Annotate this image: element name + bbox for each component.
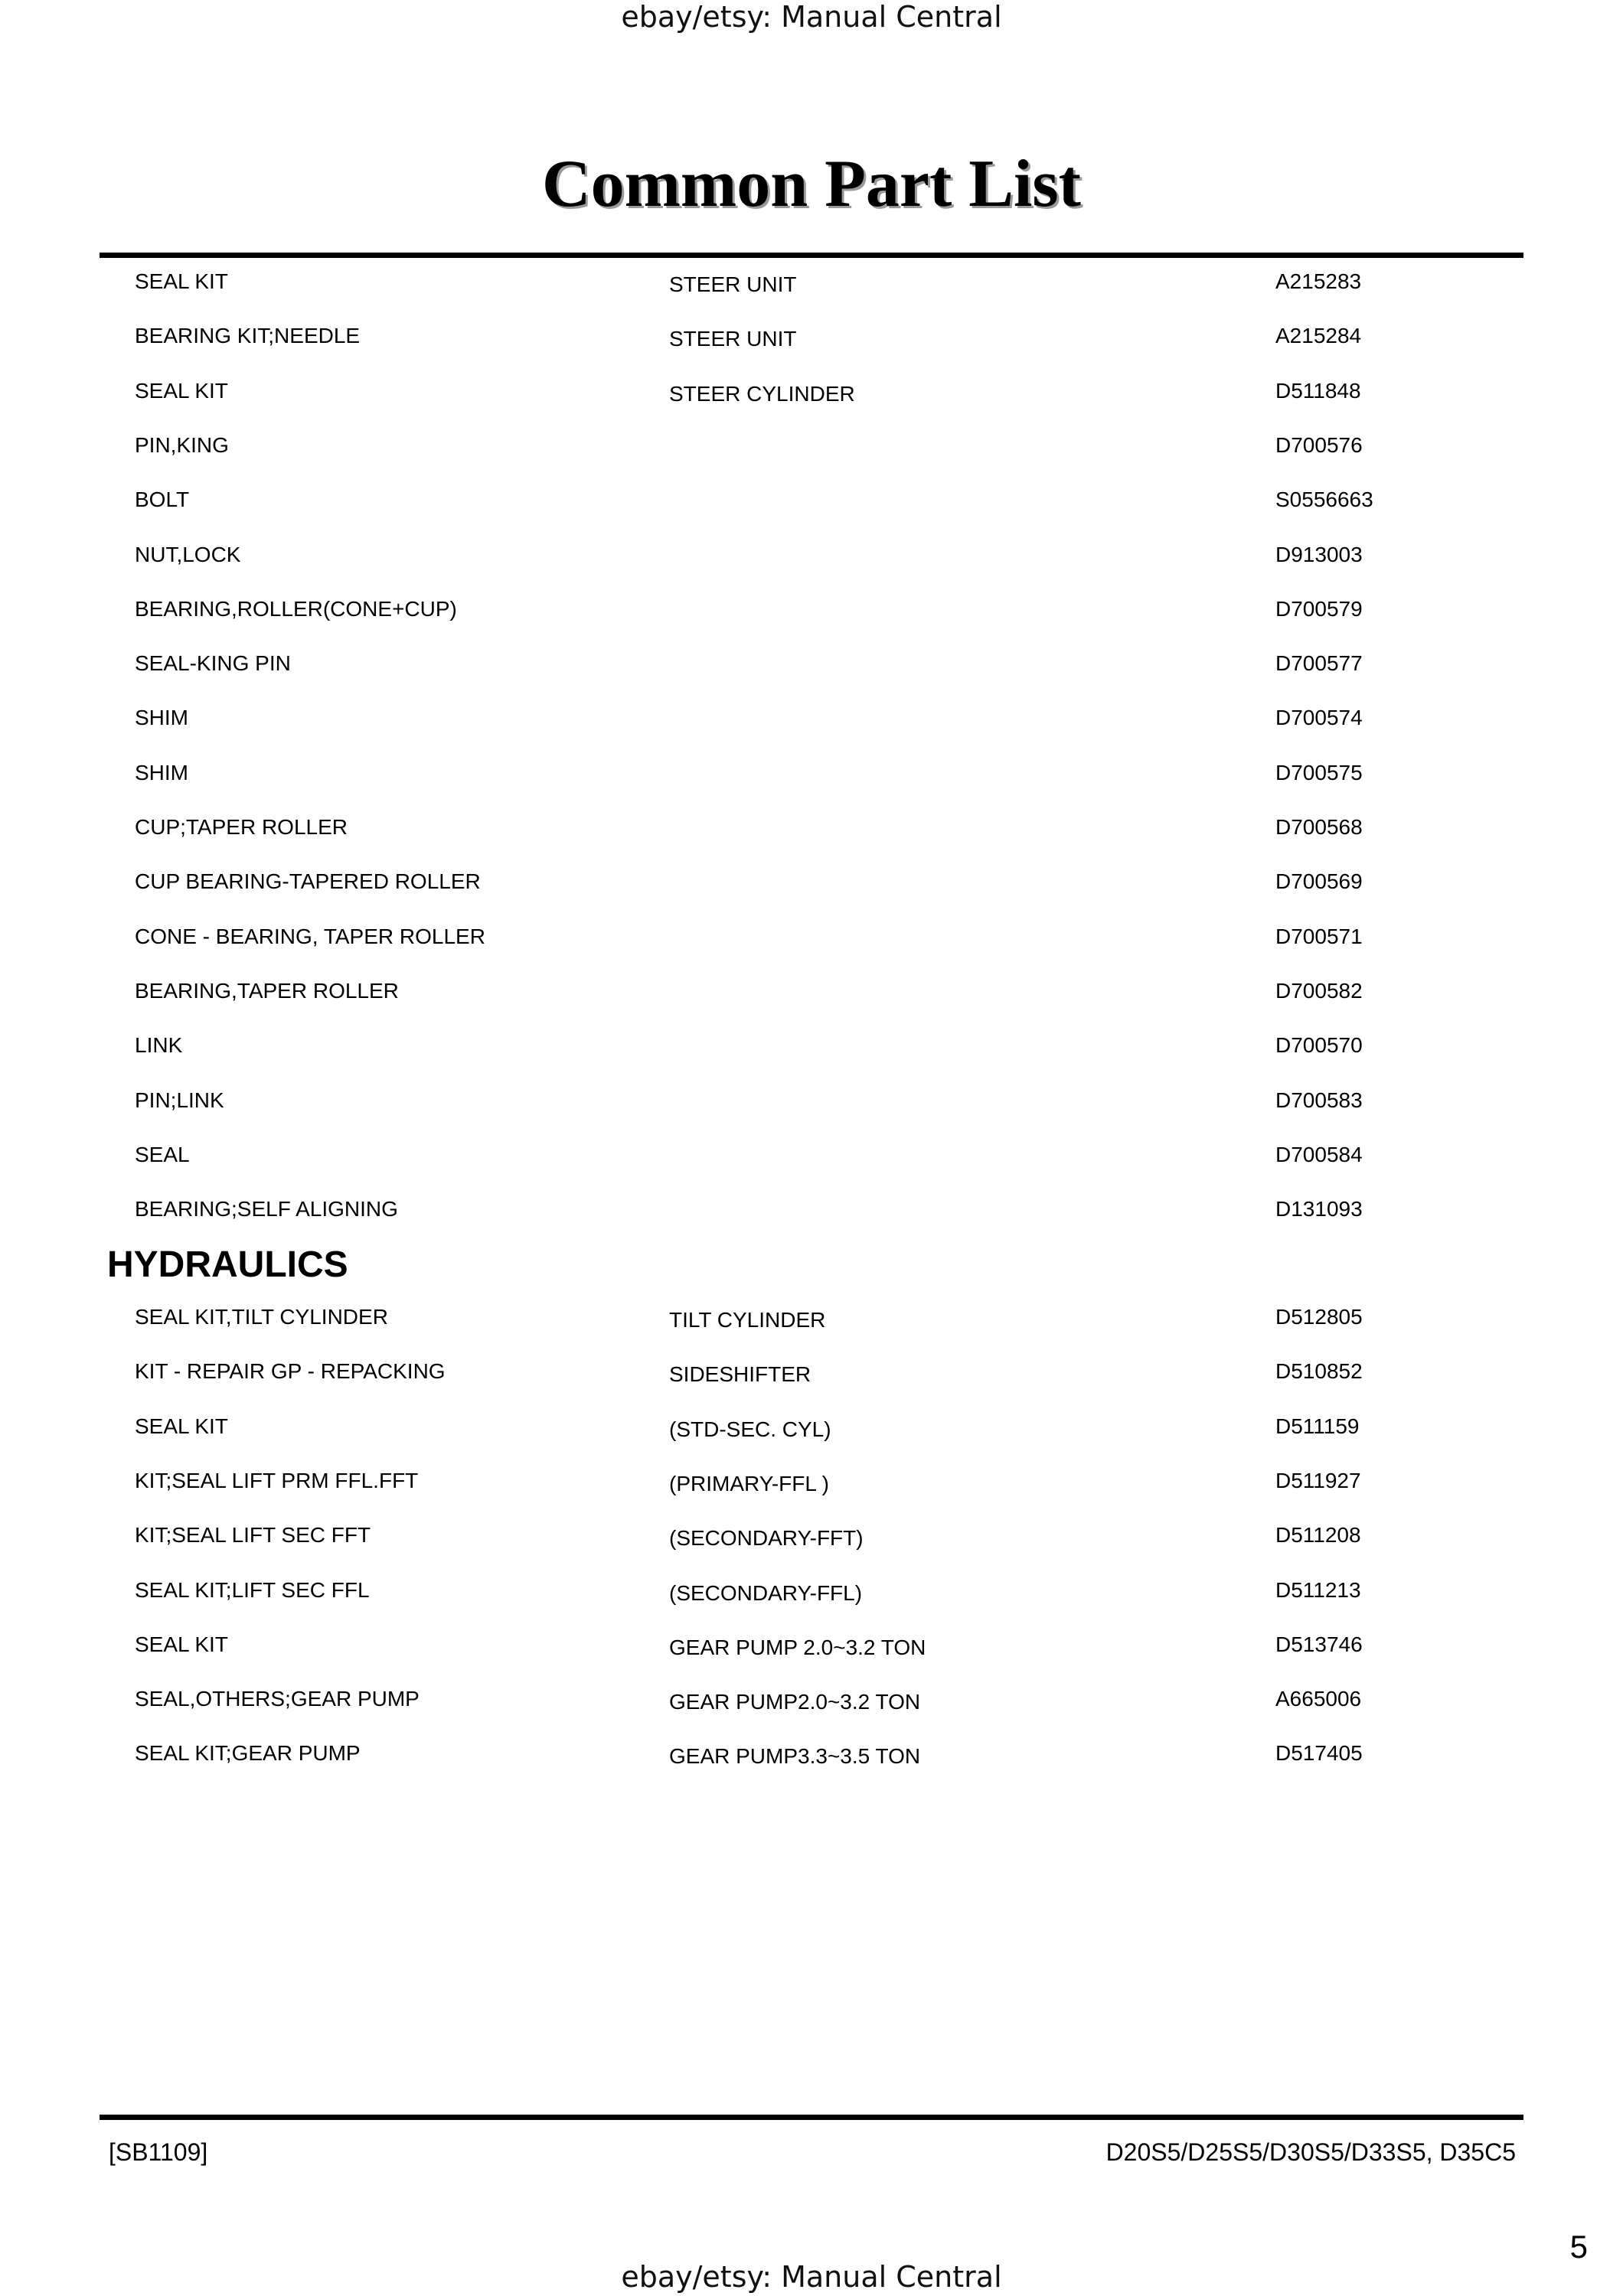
part-description: BEARING;SELF ALIGNING	[135, 1197, 398, 1221]
part-row	[0, 761, 1623, 807]
part-number: D700584	[1275, 1142, 1363, 1166]
model-list: D20S5/D25S5/D30S5/D33S5, D35C5	[1105, 2138, 1516, 2166]
part-model: STEER UNIT	[669, 272, 797, 296]
part-number: A215283	[1275, 269, 1362, 293]
part-number: D511848	[1275, 378, 1361, 403]
part-description: BEARING,TAPER ROLLER	[135, 978, 399, 1003]
page-title: Common Part List	[542, 147, 1081, 221]
part-row	[0, 1033, 1623, 1079]
part-row	[0, 1741, 1623, 1787]
part-description: PIN,KING	[135, 432, 229, 457]
part-number: D700582	[1275, 978, 1363, 1003]
part-description: CUP BEARING-TAPERED ROLLER	[135, 869, 481, 894]
part-number: D700570	[1275, 1033, 1363, 1058]
part-number: D700575	[1275, 760, 1363, 784]
part-description: SHIM	[135, 706, 188, 730]
part-description: KIT;SEAL LIFT SEC FFT	[135, 1523, 371, 1548]
part-number: D511927	[1275, 1468, 1361, 1492]
part-number: D700571	[1275, 924, 1363, 948]
part-number: D510852	[1275, 1359, 1363, 1384]
part-number: D700569	[1275, 869, 1363, 894]
part-row	[0, 869, 1623, 915]
part-row	[0, 1088, 1623, 1134]
part-row	[0, 925, 1623, 970]
part-model: SIDESHIFTER	[669, 1362, 812, 1387]
part-model: GEAR PUMP 2.0~3.2 TON	[669, 1635, 926, 1659]
part-number: A215284	[1275, 324, 1362, 348]
part-row	[0, 1197, 1623, 1243]
part-row	[0, 1414, 1623, 1460]
hydraulics-heading: HYDRAULICS	[107, 1244, 348, 1285]
part-number: D511159	[1275, 1414, 1360, 1438]
part-description: SEAL KIT,TILT CYLINDER	[135, 1305, 388, 1329]
part-number: D700577	[1275, 651, 1363, 676]
part-description: BEARING KIT;NEEDLE	[135, 324, 361, 348]
part-row	[0, 1469, 1623, 1515]
part-number: D512805	[1275, 1305, 1363, 1329]
part-number: D913003	[1275, 542, 1363, 566]
part-description: SEAL KIT	[135, 378, 228, 403]
part-model: STEER UNIT	[669, 327, 797, 351]
part-row	[0, 651, 1623, 697]
part-row	[0, 1523, 1623, 1569]
part-model: GEAR PUMP2.0~3.2 TON	[669, 1690, 921, 1714]
part-row	[0, 324, 1623, 370]
part-number: D511213	[1275, 1577, 1361, 1602]
part-row	[0, 1687, 1623, 1733]
part-description: NUT,LOCK	[135, 542, 241, 566]
part-description: SEAL	[135, 1142, 190, 1166]
part-row	[0, 1143, 1623, 1189]
document-code: [SB1109]	[109, 2138, 208, 2166]
part-number: D513746	[1275, 1632, 1363, 1656]
part-description: SEAL-KING PIN	[135, 651, 291, 676]
watermark-bottom: ebay/etsy: Manual Central	[621, 2260, 1002, 2294]
part-number: D700574	[1275, 706, 1363, 730]
watermark-top: ebay/etsy: Manual Central	[621, 0, 1002, 34]
part-model: STEER CYLINDER	[669, 381, 855, 406]
part-model: TILT CYLINDER	[669, 1308, 826, 1332]
part-description: SEAL KIT;GEAR PUMP	[135, 1741, 361, 1766]
part-description: SHIM	[135, 760, 188, 784]
part-description: BOLT	[135, 488, 190, 512]
part-number: D700583	[1275, 1088, 1363, 1112]
part-number: A665006	[1275, 1687, 1362, 1711]
part-number: D131093	[1275, 1197, 1363, 1221]
part-number: D517405	[1275, 1741, 1363, 1766]
part-row	[0, 1305, 1623, 1351]
part-row	[0, 269, 1623, 315]
part-description: SEAL,OTHERS;GEAR PUMP	[135, 1687, 420, 1711]
part-row	[0, 488, 1623, 533]
part-number: D700568	[1275, 815, 1363, 839]
part-description: CUP;TAPER ROLLER	[135, 815, 348, 839]
part-description: SEAL KIT	[135, 1632, 228, 1656]
page-number: 5	[1569, 2229, 1588, 2265]
header-divider	[100, 253, 1523, 258]
part-number: D511208	[1275, 1523, 1361, 1548]
part-model: (PRIMARY-FFL )	[669, 1471, 829, 1495]
part-description: SEAL KIT	[135, 1414, 228, 1438]
part-description: CONE - BEARING, TAPER ROLLER	[135, 924, 485, 948]
part-description: KIT - REPAIR GP - REPACKING	[135, 1359, 446, 1384]
part-row	[0, 433, 1623, 479]
part-number: D700579	[1275, 596, 1363, 621]
part-number: S0556663	[1275, 488, 1373, 512]
part-row	[0, 815, 1623, 861]
part-row	[0, 706, 1623, 752]
part-model: (STD-SEC. CYL)	[669, 1417, 831, 1441]
part-row	[0, 1632, 1623, 1678]
part-model: GEAR PUMP3.3~3.5 TON	[669, 1744, 921, 1769]
part-model: (SECONDARY-FFT)	[669, 1526, 864, 1551]
part-description: SEAL KIT;LIFT SEC FFL	[135, 1577, 370, 1602]
part-row	[0, 979, 1623, 1025]
part-description: LINK	[135, 1033, 183, 1058]
part-row	[0, 597, 1623, 643]
part-description: PIN;LINK	[135, 1088, 224, 1112]
part-description: BEARING,ROLLER(CONE+CUP)	[135, 596, 457, 621]
part-description: KIT;SEAL LIFT PRM FFL.FFT	[135, 1468, 419, 1492]
part-number: D700576	[1275, 432, 1363, 457]
part-model: (SECONDARY-FFL)	[669, 1580, 863, 1605]
part-row	[0, 1359, 1623, 1405]
part-row	[0, 543, 1623, 589]
part-description: SEAL KIT	[135, 269, 228, 293]
part-row	[0, 379, 1623, 425]
footer-divider	[100, 2115, 1523, 2120]
part-row	[0, 1578, 1623, 1624]
